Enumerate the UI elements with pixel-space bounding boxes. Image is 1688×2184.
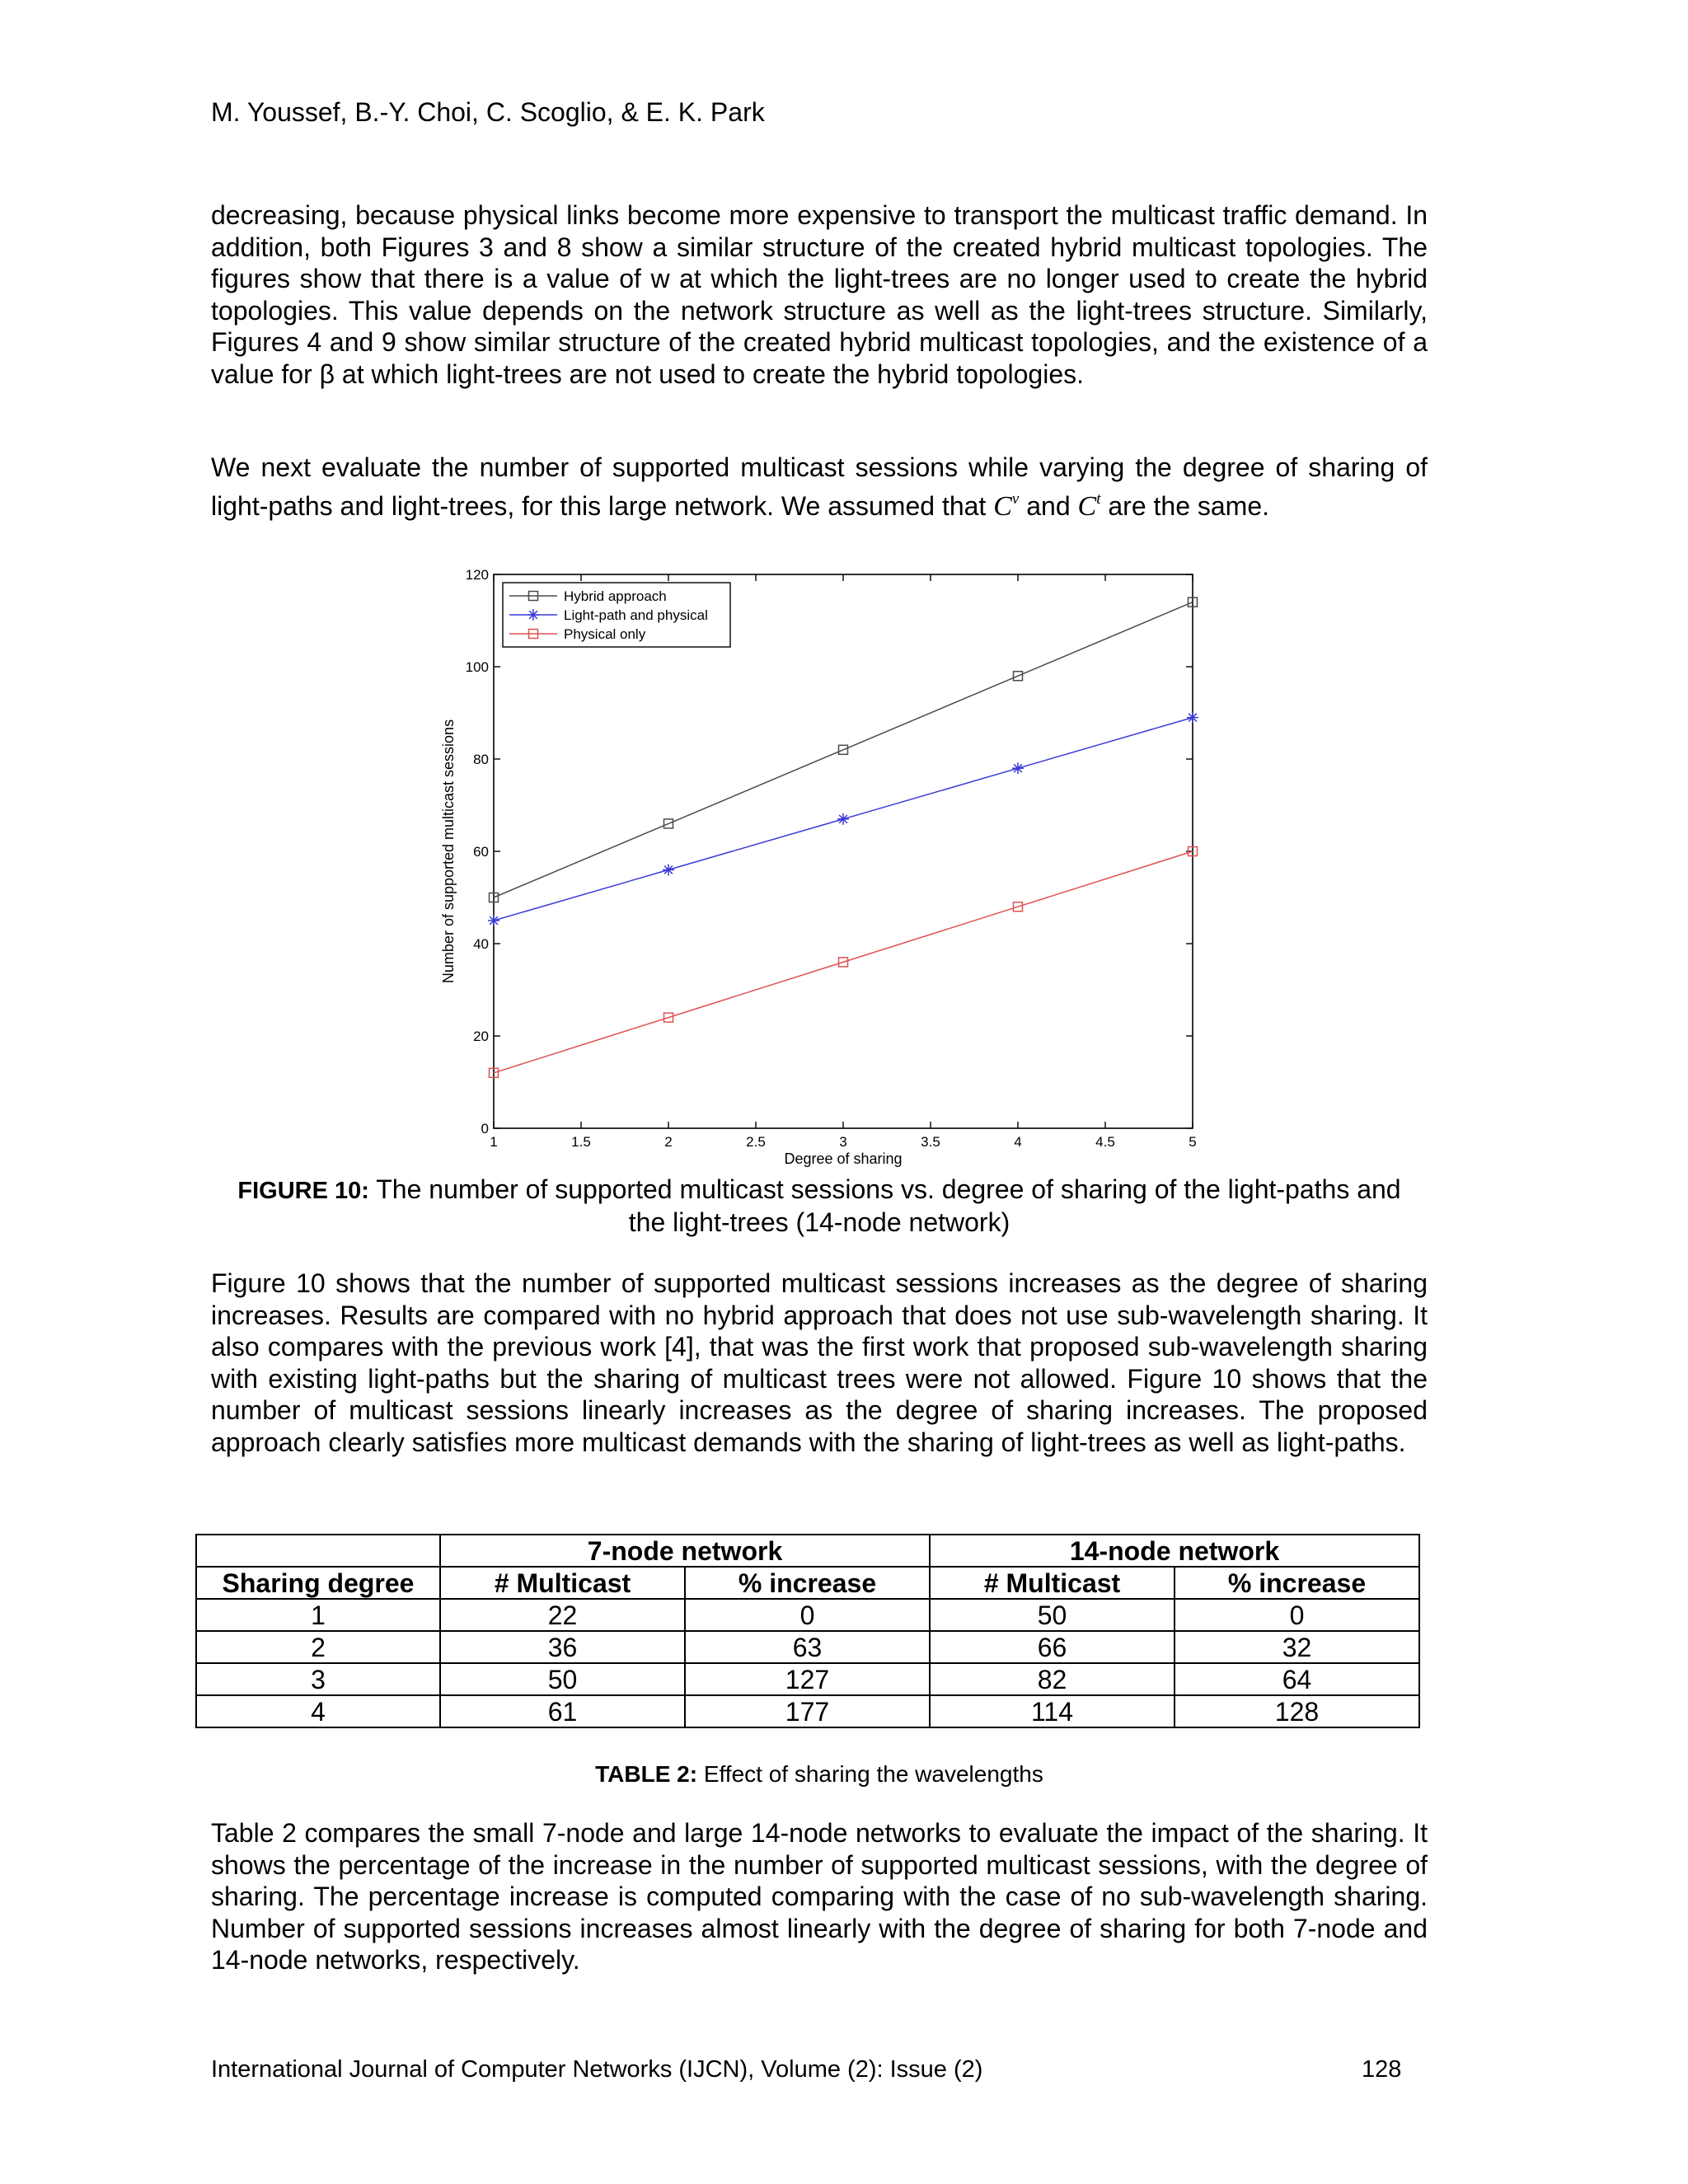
table-cell: 4 — [196, 1695, 440, 1727]
table-cell: 114 — [930, 1695, 1175, 1727]
table-cell: 3 — [196, 1663, 440, 1695]
x-tick-label: 1 — [490, 1134, 498, 1150]
figure-caption — [211, 1174, 1428, 1238]
x-tick-label: 2 — [664, 1134, 673, 1150]
table-cell: 64 — [1175, 1663, 1419, 1695]
table-group-14node: 14-node network — [930, 1535, 1419, 1567]
y-tick-label: 120 — [465, 569, 489, 583]
y-tick-label: 100 — [465, 659, 489, 675]
table-header-row — [196, 1567, 1419, 1599]
math-ct-base: C — [1077, 490, 1097, 522]
table-cell: 61 — [440, 1695, 685, 1727]
math-ct — [1078, 491, 1101, 522]
plot-frame — [494, 574, 1193, 1128]
table-header-cell: # Multicast — [930, 1567, 1175, 1599]
paragraph-4: Table 2 compares the small 7-node and large 14-node networks to evaluate the impact of the sharing. It shows the percentage of the increase in the number of supported multicast sessions, with the degree of sharing. The percentage increase is computed comparing with the case of no sub-wavelength sharing. Number of supported sessions increases almost linearly with the degree of sharing for both 7-node and 14-node networks, respectively. — [211, 1818, 1428, 1975]
paragraph-3: Figure 10 shows that the number of supported multicast sessions increases as the degree of sharing increases. Results are compared with no hybrid approach that does not use sub-wavelength sharing. It also compares with the previous work [4], that was the first work that proposed sub-wavelength sharing with existing light-paths but the sharing of multicast trees were not allowed. Figure 10 shows that the number of multicast sessions linearly increases as the degree of sharing increases. The proposed approach clearly satisfies more multicast demands with the sharing of light-trees as well as light-paths. — [211, 1268, 1428, 1457]
table-row — [196, 1631, 1419, 1663]
x-tick-label: 2.5 — [746, 1134, 766, 1150]
table-header-cell: Sharing degree — [196, 1567, 440, 1599]
table-cell: 82 — [930, 1663, 1175, 1695]
table-cell: 32 — [1175, 1631, 1419, 1663]
y-tick-label: 60 — [473, 844, 489, 860]
table-corner-cell — [196, 1535, 440, 1567]
figure-10-chart — [429, 569, 1203, 1170]
y-axis-label: Number of supported multicast sessions — [440, 719, 457, 984]
table-cell: 63 — [685, 1631, 930, 1663]
paragraph-2 — [211, 452, 1428, 523]
math-cv-sup: v — [1011, 490, 1020, 508]
results-table — [195, 1534, 1420, 1728]
table-cell: 50 — [930, 1599, 1175, 1631]
figure-caption-line2: the light-trees (14-node network) — [628, 1207, 1010, 1237]
table-header-cell: # Multicast — [440, 1567, 685, 1599]
table-cell: 2 — [196, 1631, 440, 1663]
table-row — [196, 1663, 1419, 1695]
table-caption — [211, 1761, 1428, 1788]
table-cell: 22 — [440, 1599, 685, 1631]
journal-footer: International Journal of Computer Networks (IJCN), Volume (2): Issue (2) — [211, 2056, 983, 2083]
paragraph-1: decreasing, because physical links become more expensive to transport the multicast traffic demand. In addition, both Figures 3 and 8 show a similar structure of the created hybrid multicast topologies. The figures show that there is a value of w at which the light-trees are no longer used to create the hybrid topologies. This value depends on the network structure as well as the light-trees structure. Similarly, Figures 4 and 9 show similar structure of the created hybrid multicast topologies, and the existence of a value for β at which light-trees are not used to create the hybrid topologies. — [211, 200, 1428, 389]
paragraph-2-and: and — [1026, 490, 1071, 521]
table-group-7node: 7-node network — [440, 1535, 930, 1567]
table-cell: 127 — [685, 1663, 930, 1695]
x-tick-label: 5 — [1189, 1134, 1197, 1150]
math-cv-base: C — [993, 490, 1012, 522]
math-cv — [993, 491, 1019, 522]
table-cell: 1 — [196, 1599, 440, 1631]
legend-label-hybrid-approach: Hybrid approach — [564, 588, 667, 604]
table-cell: 36 — [440, 1631, 685, 1663]
x-tick-label: 3.5 — [921, 1134, 940, 1150]
figure-label: FIGURE 10: — [237, 1178, 369, 1204]
table-cell: 50 — [440, 1663, 685, 1695]
table-row — [196, 1695, 1419, 1727]
math-ct-sup: t — [1096, 490, 1101, 508]
x-tick-label: 4.5 — [1095, 1134, 1115, 1150]
y-tick-label: 40 — [473, 936, 489, 952]
table-caption-label: TABLE 2: — [595, 1761, 698, 1787]
x-axis-label: Degree of sharing — [784, 1151, 903, 1167]
running-header: M. Youssef, B.-Y. Choi, C. Scoglio, & E. K. Park — [211, 97, 765, 127]
x-tick-label: 3 — [839, 1134, 847, 1150]
table-header-cell: % increase — [685, 1567, 930, 1599]
table-cell: 66 — [930, 1631, 1175, 1663]
page-number: 128 — [1362, 2056, 1402, 2083]
y-tick-label: 20 — [473, 1029, 489, 1044]
table-cell: 177 — [685, 1695, 930, 1727]
paragraph-2-end: are the same. — [1108, 490, 1270, 521]
table-cell: 0 — [1175, 1599, 1419, 1631]
table-group-row — [196, 1535, 1419, 1567]
legend-label-light-path-and-physical: Light-path and physical — [564, 607, 708, 623]
legend-label-physical-only: Physical only — [564, 626, 646, 642]
table-caption-text: Effect of sharing the wavelengths — [703, 1761, 1043, 1787]
figure-caption-line1: The number of supported multicast sessions vs. degree of sharing of the light-paths and — [376, 1174, 1401, 1204]
y-tick-label: 0 — [481, 1121, 489, 1137]
table-row — [196, 1599, 1419, 1631]
table-header-cell: % increase — [1175, 1567, 1419, 1599]
paragraph-2-text: We next evaluate the number of supported multicast sessions while varying the degree of sharing of light-paths and light-trees, for this large network. We assumed that — [211, 452, 1428, 521]
y-tick-label: 80 — [473, 752, 489, 767]
x-tick-label: 4 — [1014, 1134, 1022, 1150]
table-cell: 128 — [1175, 1695, 1419, 1727]
x-tick-label: 1.5 — [571, 1134, 591, 1150]
table-cell: 0 — [685, 1599, 930, 1631]
